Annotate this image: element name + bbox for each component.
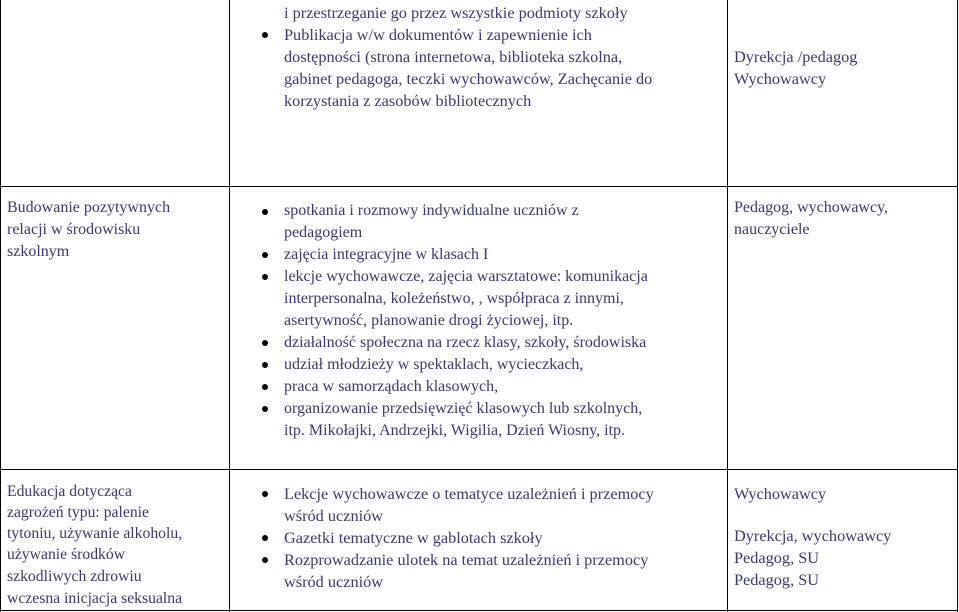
cell-text: Pedagog, wychowawcy, bbox=[734, 199, 889, 216]
bullet-icon bbox=[262, 557, 268, 563]
cell-text: Publikacja w/w dokumentów i zapewnienie ich bbox=[284, 25, 592, 44]
cell-text: szkodliwych zdrowiu bbox=[7, 568, 142, 585]
cell-text: gabinet pedagoga, teczki wychowawców, Zachęcanie do bbox=[284, 69, 653, 88]
cell-text: nauczyciele bbox=[734, 221, 810, 238]
cell-text: itp. Mikołajki, Andrzejki, Wigilia, Dzień Wiosny, itp. bbox=[284, 422, 626, 439]
cell-text: Wychowawcy bbox=[734, 69, 827, 88]
cell-text: Pedagog, SU bbox=[734, 570, 820, 589]
cell-text: spotkania i rozmowy indywidualne uczniów z bbox=[284, 202, 579, 219]
cell-text: zagrożeń typu: palenie bbox=[7, 504, 149, 521]
cell-text: wśród uczniów bbox=[284, 506, 384, 525]
cell-text: lekcje wychowawcze, zajęcia warsztatowe: komunikacja bbox=[284, 268, 648, 285]
cell-text: wśród uczniów bbox=[284, 572, 384, 591]
cell-text: szkolnym bbox=[7, 243, 70, 260]
cell-text: dostępności (strona internetowa, biblioteka szkolna, bbox=[284, 47, 623, 66]
cell-text: pedagogiem bbox=[284, 224, 363, 241]
cell-text: wczesna inicjacja seksualna bbox=[7, 590, 183, 607]
cell-text: Wychowawcy bbox=[734, 484, 827, 503]
cell-text: relacji w środowisku bbox=[7, 221, 141, 238]
cell-text: Edukacja dotycząca bbox=[7, 483, 132, 500]
cell-text: Dyrekcja, wychowawcy bbox=[734, 526, 892, 545]
cell-text: używanie środków bbox=[7, 546, 126, 563]
cell-text: Budowanie pozytywnych bbox=[7, 199, 171, 216]
cell-text: tytoniu, używanie alkoholu, bbox=[7, 525, 183, 542]
cell-text: korzystania z zasobów bibliotecznych bbox=[284, 91, 532, 110]
cell-text: Pedagog, SU bbox=[734, 548, 820, 567]
cell-text: interpersonalna, koleżeństwo, , współpraca z innymi, bbox=[284, 290, 624, 307]
cell-text: zajęcia integracyjne w klasach I bbox=[284, 246, 489, 263]
cell-text: i przestrzeganie go przez wszystkie podmioty szkoły bbox=[284, 3, 628, 22]
cell-text: organizowanie przedsięwzięć klasowych lub szkolnych, bbox=[284, 400, 643, 417]
bullet-icon bbox=[262, 491, 268, 497]
bullet-icon bbox=[262, 535, 268, 541]
cell-text: udział młodzieży w spektaklach, wycieczkach, bbox=[284, 356, 584, 373]
cell-text: asertywność, planowanie drogi życiowej, itp. bbox=[284, 312, 574, 329]
cell-text: Dyrekcja /pedagog bbox=[734, 47, 858, 66]
cell-text: Lekcje wychowawcze o tematyce uzależnień i przemocy bbox=[284, 484, 654, 503]
cell-text: praca w samorządach klasowych, bbox=[284, 378, 499, 395]
cell-text: działalność społeczna na rzecz klasy, szkoły, środowiska bbox=[284, 334, 647, 351]
cell-text: Gazetki tematyczne w gablotach szkoły bbox=[284, 528, 543, 547]
cell-text: Rozprowadzanie ulotek na temat uzależnień i przemocy bbox=[284, 550, 649, 569]
